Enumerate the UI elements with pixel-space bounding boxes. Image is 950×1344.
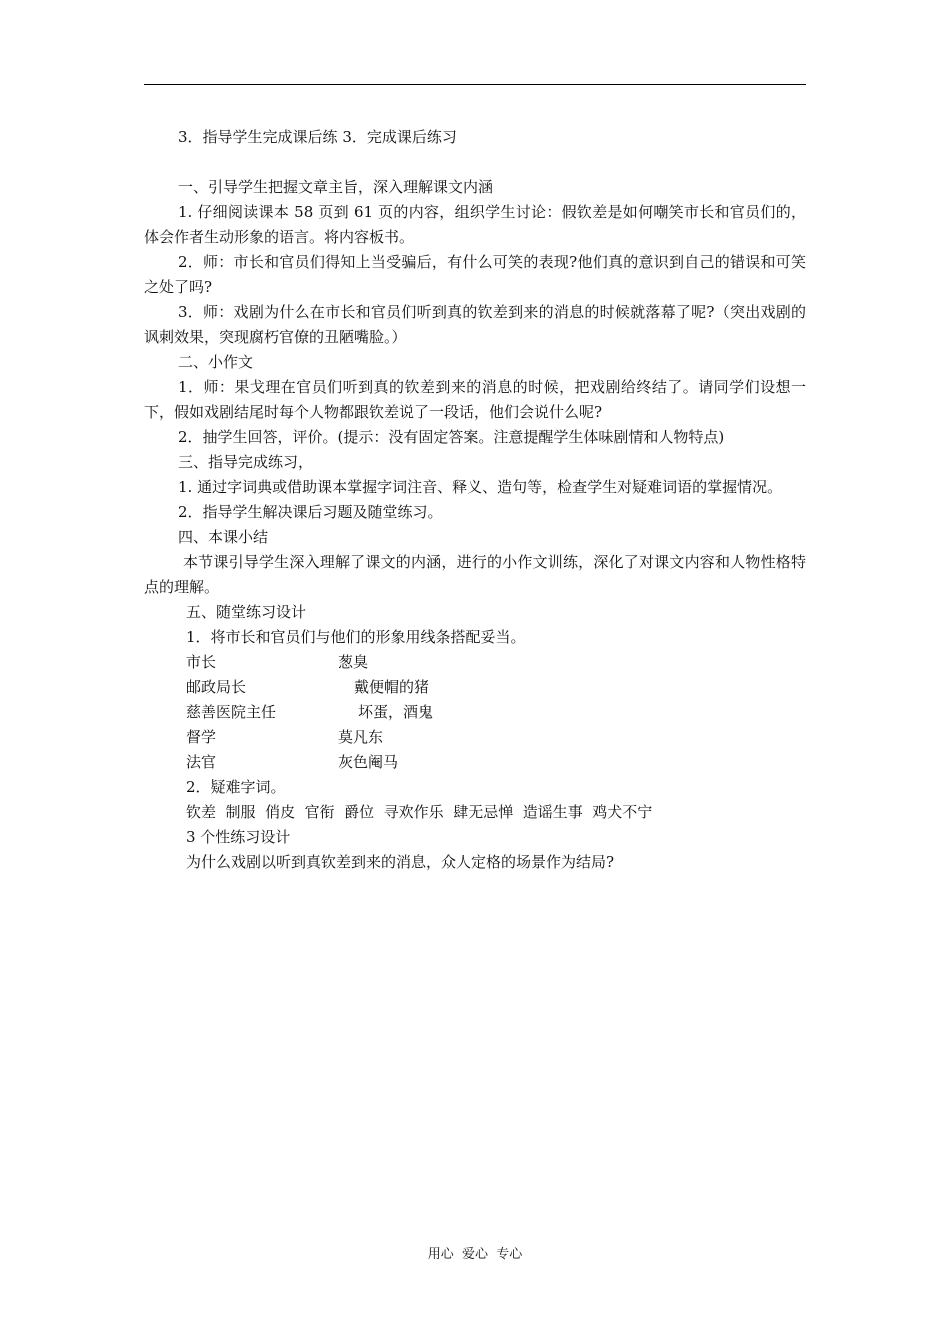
section-3-paragraph-2: 2．指导学生解决课后习题及随堂练习。 xyxy=(178,503,443,521)
match-left: 市长 xyxy=(186,653,217,671)
section-2-title: 二、小作文 xyxy=(178,353,254,371)
section-5-question-2: 2．疑难字词。 xyxy=(186,778,286,796)
match-row xyxy=(144,700,806,725)
match-row xyxy=(144,750,806,775)
match-left: 督学 xyxy=(186,728,217,746)
section-3-title: 三、指导完成练习， xyxy=(178,453,314,471)
section-1-paragraph-2: 2．师：市长和官员们得知上当受骗后，有什么可笑的表现?他们真的意识到自己的错误和可笑之处了吗? xyxy=(144,253,806,296)
section-1-title: 一、引导学生把握文章主旨，深入理解课文内涵 xyxy=(178,178,494,196)
section-5-title: 五、随堂练习设计 xyxy=(186,603,307,621)
section-2-paragraph-1: 1．师：果戈理在官员们听到真的钦差到来的消息的时候，把戏剧给终结了。请同学们设想一下，假如戏剧结尾时每个人物都跟钦差说了一段话，他们会说什么呢? xyxy=(144,378,806,421)
page-footer: 用心 爱心 专心 xyxy=(427,1247,523,1262)
match-left: 法官 xyxy=(186,753,217,771)
match-left: 邮政局长 xyxy=(186,678,247,696)
section-1-paragraph-3: 3．师：戏剧为什么在市长和官员们听到真的钦差到来的消息的时候就落幕了呢?（突出戏剧的讽刺效果，突现腐朽官僚的丑陋嘴脸。） xyxy=(144,303,806,346)
section-4-paragraph-1: 本节课引导学生深入理解了课文的内涵，进行的小作文训练，深化了对课文内容和人物性格特点的理解。 xyxy=(144,553,806,596)
section-4-title: 四、本课小结 xyxy=(178,528,269,546)
section-6-title: 3 个性练习设计 xyxy=(186,828,291,846)
match-right: 莫凡东 xyxy=(338,728,384,746)
section-1-paragraph-1: 1. 仔细阅读课本 58 页到 61 页的内容，组织学生讨论：假钦差是如何嘲笑市长和官员们的，体会作者生动形象的语言。将内容板书。 xyxy=(144,203,806,246)
document-body xyxy=(144,125,806,875)
section-3-paragraph-1: 1. 通过字词典或借助课本掌握字词注音、释义、造句等，检查学生对疑难词语的掌握情况。 xyxy=(178,478,783,496)
difficult-words: 钦差 制服 俏皮 官衔 爵位 寻欢作乐 肆无忌惮 造谣生事 鸡犬不宁 xyxy=(186,803,653,821)
intro-line: 3．指导学生完成课后练 3．完成课后练习 xyxy=(178,128,457,146)
match-row xyxy=(144,650,806,675)
match-row xyxy=(144,675,806,700)
match-row xyxy=(144,725,806,750)
spacer xyxy=(144,150,806,175)
header-rule xyxy=(144,84,806,85)
section-5-question-1: 1．将市长和官员们与他们的形象用线条搭配妥当。 xyxy=(186,628,526,646)
match-right: 戴便帽的猪 xyxy=(354,678,430,696)
section-2-paragraph-2: 2．抽学生回答，评价。(提示：没有固定答案。注意提醒学生体味剧情和人物特点) xyxy=(178,428,725,446)
section-6-question: 为什么戏剧以听到真钦差到来的消息，众人定格的场景作为结局? xyxy=(186,853,615,871)
match-right: 葱臭 xyxy=(338,653,369,671)
match-right: 灰色阉马 xyxy=(338,753,399,771)
match-right: 坏蛋，酒鬼 xyxy=(358,703,434,721)
match-left: 慈善医院主任 xyxy=(186,703,277,721)
